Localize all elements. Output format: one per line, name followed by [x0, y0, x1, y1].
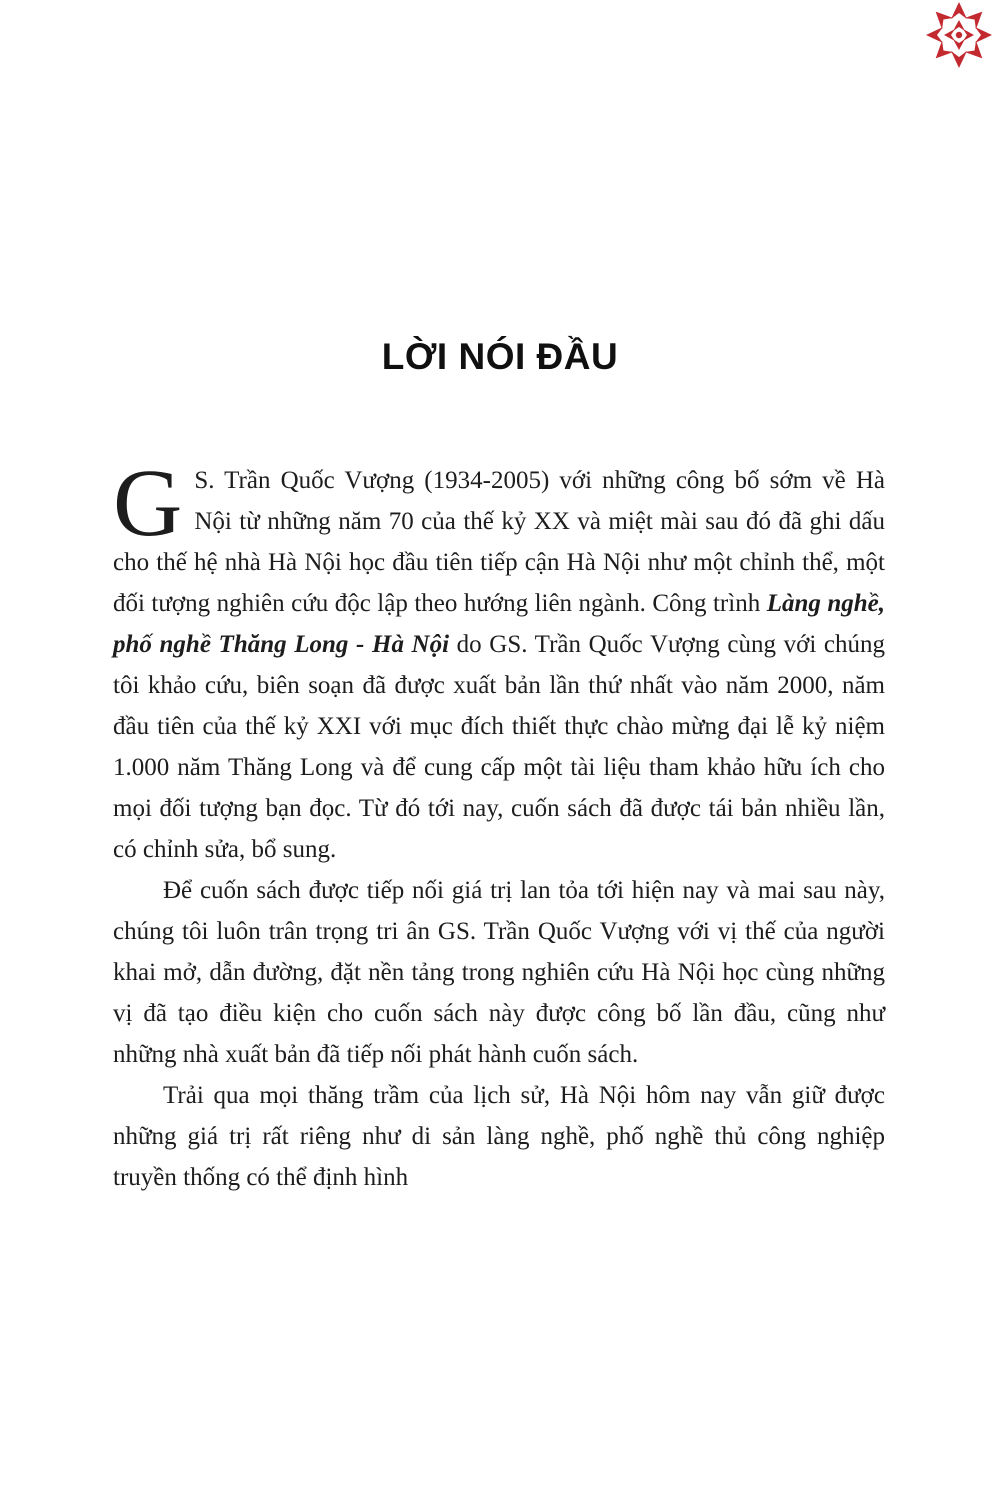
body-text: [113, 449, 885, 1198]
page-title: LỜI NÓI ĐẦU: [381, 336, 619, 377]
dropcap-letter: G: [113, 449, 183, 556]
paragraph-1-text-after: do GS. Trần Quốc Vượng cùng với chúng tôi khảo cứu, biên soạn đã được xuất bản lần thứ nhất vào năm 2000, năm đầu tiên của thế kỷ XXI với mục đích thiết thực chào mừng đại lễ kỷ niệm 1.000 năm Thăng Long và để cung cấp một tài liệu tham khảo hữu ích cho mọi đối tượng bạn đọc. Từ đó tới nay, cuốn sách đã được tái bản nhiều lần, có chỉnh sửa, bổ sung.: [113, 631, 885, 863]
paragraph-3: Trải qua mọi thăng trầm của lịch sử, Hà Nội hôm nay vẫn giữ được những giá trị rất riêng như di sản làng nghề, phố nghề thủ công nghiệp truyền thống có thể định hình: [113, 1082, 885, 1191]
publisher-emblem-icon: [924, 0, 994, 70]
paragraph-2: Để cuốn sách được tiếp nối giá trị lan tỏa tới hiện nay và mai sau này, chúng tôi luôn trân trọng tri ân GS. Trần Quốc Vượng với vị thế của người khai mở, dẫn đường, đặt nền tảng trong nghiên cứu Hà Nội học cùng những vị đã tạo điều kiện cho cuốn sách này được công bố lần đầu, cũng như những nhà xuất bản đã tiếp nối phát hành cuốn sách.: [113, 877, 885, 1068]
paragraph-1: [113, 449, 885, 870]
book-title-inline: Làng nghề, phố nghề Thăng Long - Hà Nội: [113, 590, 885, 658]
paragraph-1-text: S. Trần Quốc Vượng (1934-2005) với những công bố sớm về Hà Nội từ những năm 70 của thế kỷ XX và miệt mài sau đó đã ghi dấu cho thế hệ nhà Hà Nội học đầu tiên tiếp cận Hà Nội như một chỉnh thể, một đối tượng nghiên cứu độc lập theo hướng liên ngành. Công trình: [113, 467, 885, 617]
